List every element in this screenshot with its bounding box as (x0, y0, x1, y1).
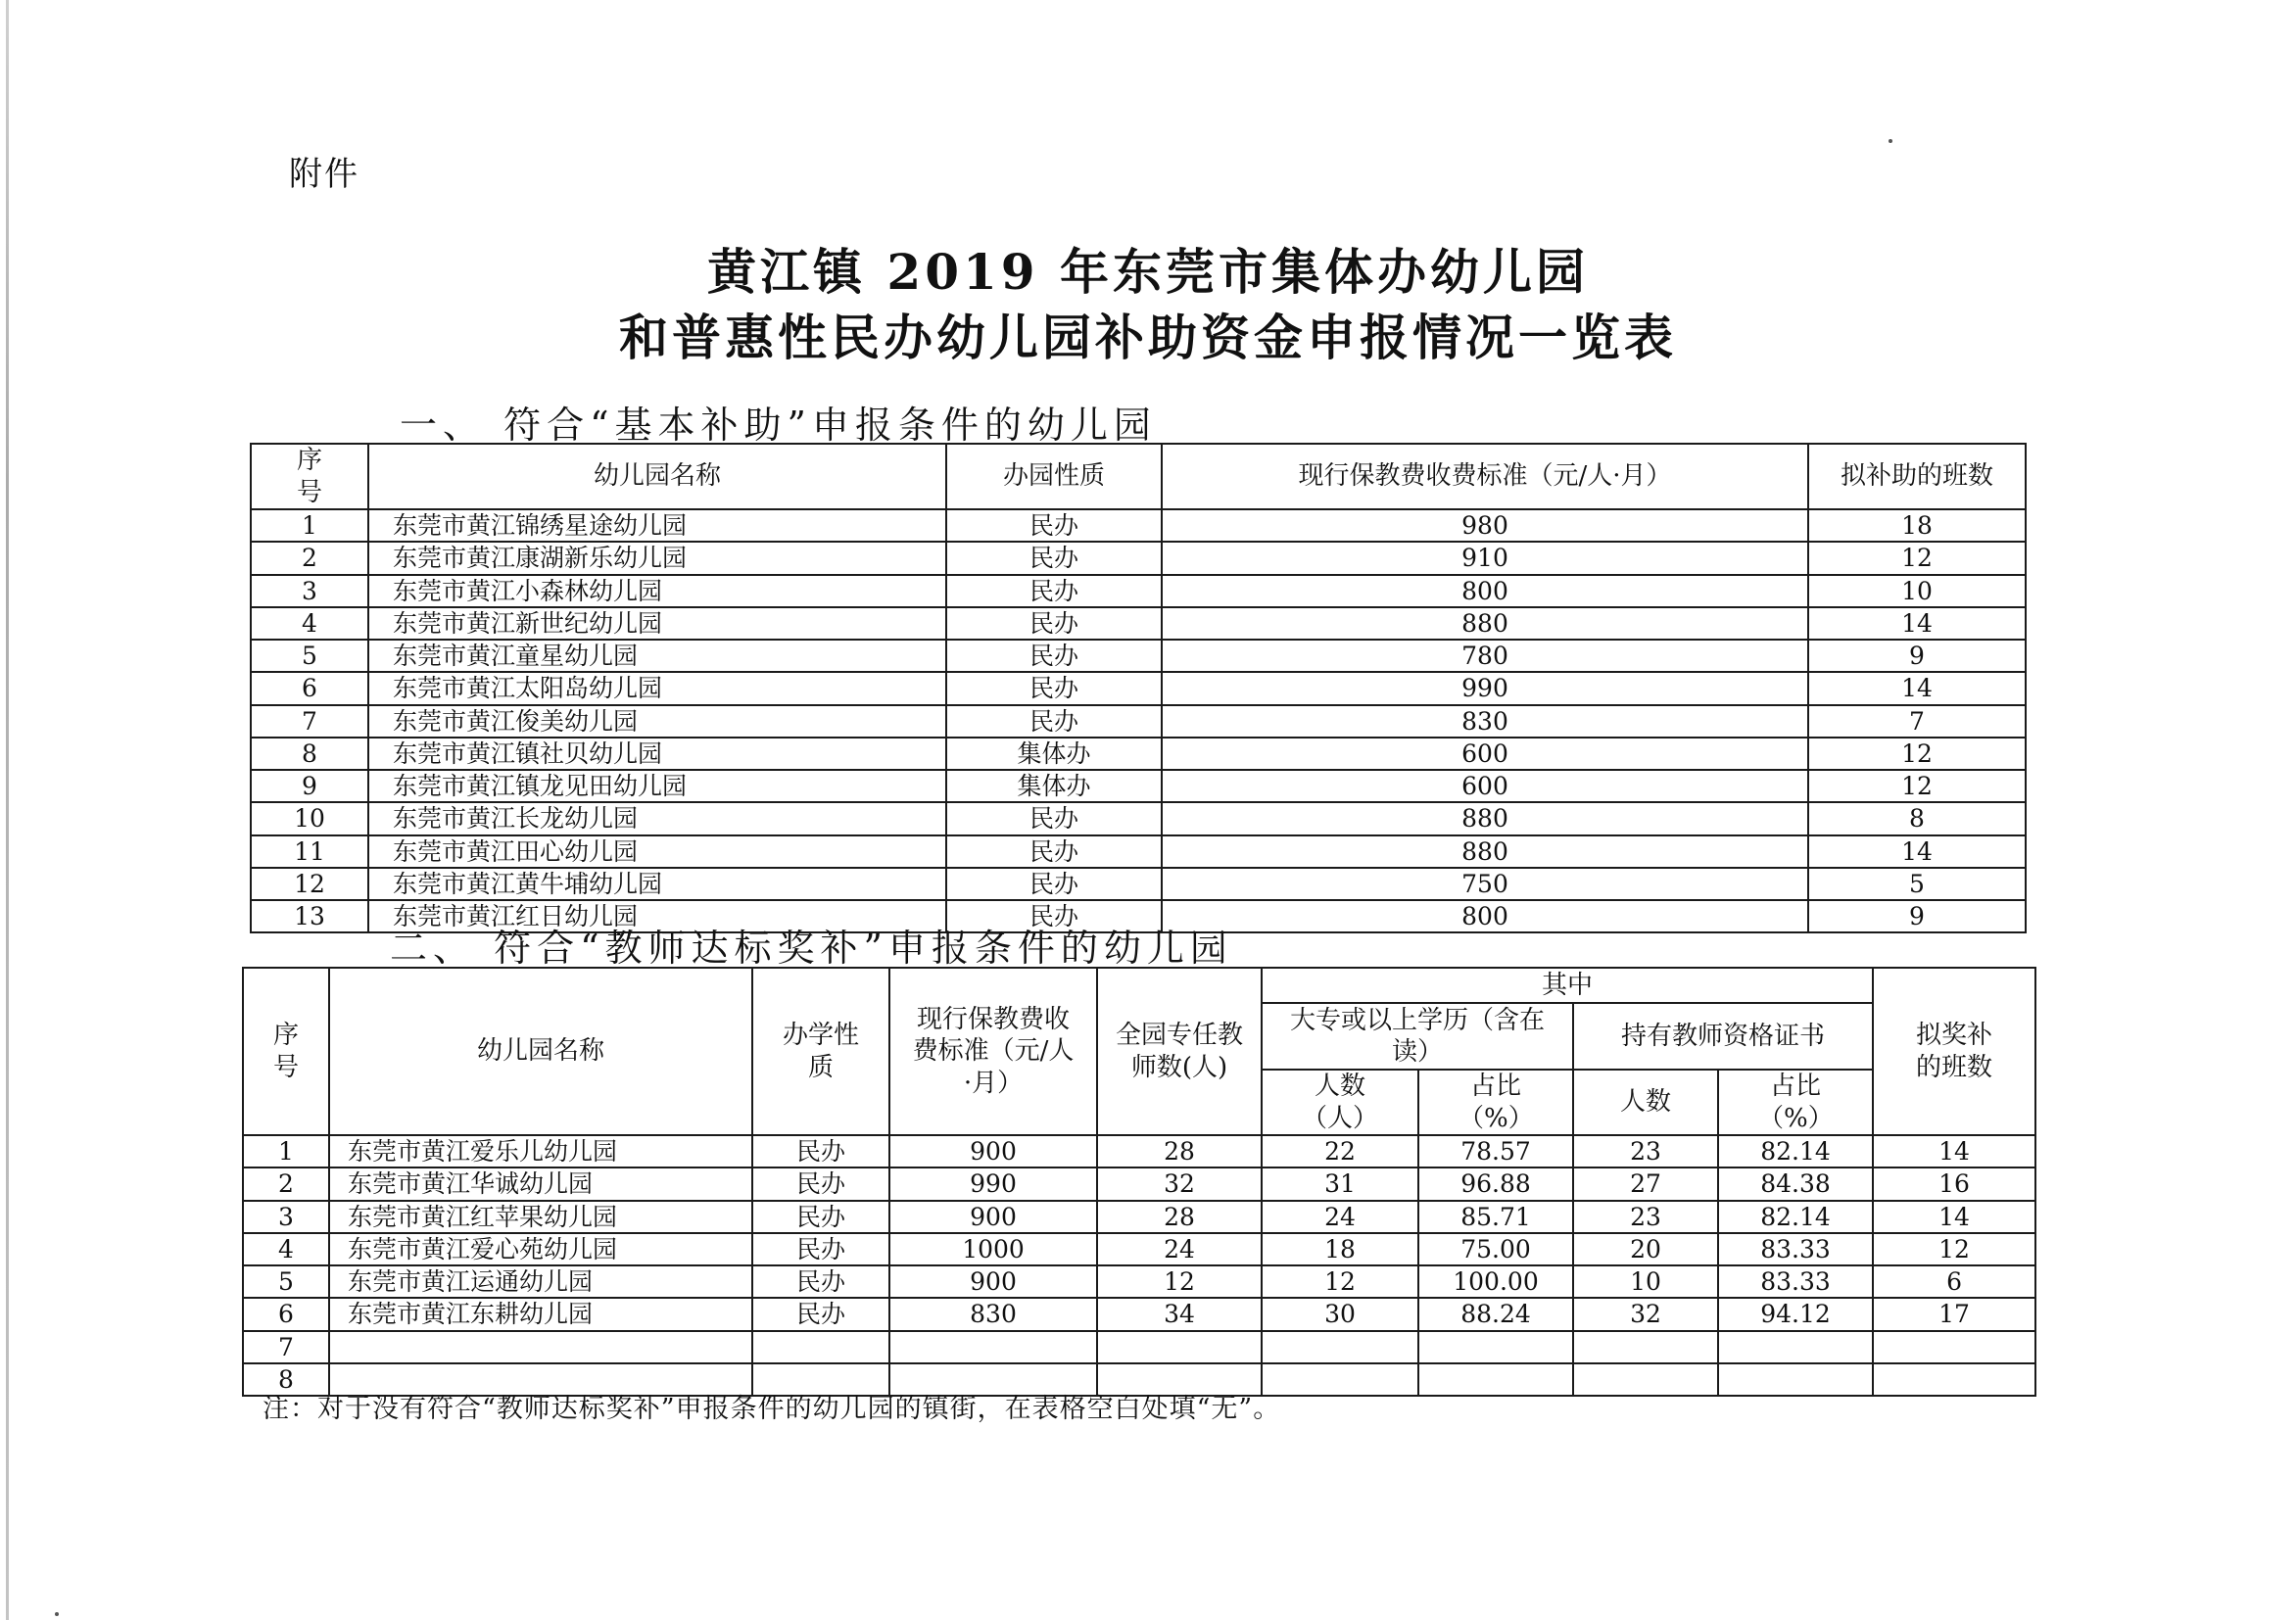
table-row (251, 802, 2026, 834)
table-row (251, 672, 2026, 704)
cell-classes: 5 (1808, 868, 2026, 900)
col-header-teachers: 全园专任教师数(人) (1097, 968, 1262, 1135)
col-header-degree: 大专或以上学历（含在读） (1262, 1003, 1573, 1070)
col-header-fee: 现行保教费收费标准（元/人·月） (1162, 444, 1808, 509)
cell-teachers (1097, 1331, 1262, 1363)
col-header-of-which: 其中 (1262, 968, 1873, 1003)
cell-classes (1873, 1363, 2035, 1396)
col-header-no: 序号 (251, 444, 368, 509)
cell-type (752, 1331, 889, 1363)
table-row (251, 542, 2026, 574)
cell-type: 民办 (946, 575, 1162, 607)
cell-degree-count: 31 (1262, 1167, 1418, 1200)
cell-name: 东莞市黄江运通幼儿园 (329, 1265, 752, 1298)
col-header-degree-count: 人数（人） (1262, 1070, 1418, 1135)
col-header-degree-pct: 占比（%） (1418, 1070, 1573, 1135)
cell-fee: 800 (1162, 900, 1808, 932)
cell-name: 东莞市黄江田心幼儿园 (368, 835, 946, 868)
table-row (243, 1265, 2035, 1298)
cell-name: 东莞市黄江康湖新乐幼儿园 (368, 542, 946, 574)
annex-label: 附件 (289, 155, 359, 194)
cell-classes: 10 (1808, 575, 2026, 607)
cell-fee: 1000 (889, 1233, 1097, 1265)
cell-name: 东莞市黄江长龙幼儿园 (368, 802, 946, 834)
table-row (251, 607, 2026, 640)
cell-fee: 900 (889, 1265, 1097, 1298)
col-header-cert-count: 人数 (1573, 1070, 1718, 1135)
table-row (243, 1167, 2035, 1200)
cell-name: 东莞市黄江俊美幼儿园 (368, 705, 946, 738)
basic-subsidy-table (250, 443, 2027, 933)
cell-type: 民办 (946, 705, 1162, 738)
cell-no: 6 (243, 1298, 329, 1330)
table-row (251, 770, 2026, 802)
cell-classes (1873, 1331, 2035, 1363)
cell-type: 民办 (752, 1265, 889, 1298)
cell-name: 东莞市黄江红日幼儿园 (368, 900, 946, 932)
table-row (243, 1233, 2035, 1265)
cell-degree-pct: 100.00 (1418, 1265, 1573, 1298)
col-header-classes: 拟奖补的班数 (1873, 968, 2035, 1135)
cell-classes: 9 (1808, 900, 2026, 932)
cell-no: 10 (251, 802, 368, 834)
table-row (251, 738, 2026, 770)
cell-no: 12 (251, 868, 368, 900)
table-header-row (243, 968, 2035, 1003)
cell-name: 东莞市黄江镇社贝幼儿园 (368, 738, 946, 770)
cell-teachers: 34 (1097, 1298, 1262, 1330)
cell-fee: 830 (889, 1298, 1097, 1330)
cell-type: 集体办 (946, 738, 1162, 770)
cell-teachers: 28 (1097, 1201, 1262, 1233)
cell-name: 东莞市黄江爱乐儿幼儿园 (329, 1135, 752, 1167)
table-row (251, 575, 2026, 607)
cell-name: 东莞市黄江童星幼儿园 (368, 640, 946, 672)
cell-cert-count: 20 (1573, 1233, 1718, 1265)
cell-cert-pct: 84.38 (1718, 1167, 1873, 1200)
cell-type: 民办 (946, 542, 1162, 574)
cell-fee: 830 (1162, 705, 1808, 738)
cell-fee: 600 (1162, 738, 1808, 770)
cell-no: 3 (251, 575, 368, 607)
cell-cert-pct: 94.12 (1718, 1298, 1873, 1330)
cell-type: 民办 (946, 802, 1162, 834)
document-title-line1: 黄江镇 2019 年东莞市集体办幼儿园 (707, 243, 1589, 301)
col-header-cert: 持有教师资格证书 (1573, 1003, 1873, 1070)
cell-cert-count: 32 (1573, 1298, 1718, 1330)
cell-type: 民办 (946, 835, 1162, 868)
cell-degree-count: 30 (1262, 1298, 1418, 1330)
cell-type: 民办 (752, 1167, 889, 1200)
cell-type: 集体办 (946, 770, 1162, 802)
cell-classes: 9 (1808, 640, 2026, 672)
cell-fee: 900 (889, 1135, 1097, 1167)
cell-name: 东莞市黄江爱心苑幼儿园 (329, 1233, 752, 1265)
cell-classes: 8 (1808, 802, 2026, 834)
cell-no: 2 (243, 1167, 329, 1200)
table-row (251, 640, 2026, 672)
cell-classes: 18 (1808, 509, 2026, 542)
table-row (243, 1201, 2035, 1233)
cell-classes: 12 (1808, 770, 2026, 802)
cell-no: 3 (243, 1201, 329, 1233)
cell-cert-count (1573, 1331, 1718, 1363)
cell-classes: 14 (1808, 607, 2026, 640)
cell-no: 5 (243, 1265, 329, 1298)
cell-degree-count: 18 (1262, 1233, 1418, 1265)
document-title-line2: 和普惠性民办幼儿园补助资金申报情况一览表 (619, 309, 1677, 366)
cell-name: 东莞市黄江华诚幼儿园 (329, 1167, 752, 1200)
cell-no: 4 (251, 607, 368, 640)
cell-fee: 900 (889, 1201, 1097, 1233)
cell-type: 民办 (752, 1298, 889, 1330)
cell-no: 7 (251, 705, 368, 738)
cell-teachers: 24 (1097, 1233, 1262, 1265)
cell-no: 6 (251, 672, 368, 704)
cell-fee: 750 (1162, 868, 1808, 900)
cell-degree-pct (1418, 1363, 1573, 1396)
table-row (251, 868, 2026, 900)
table-header-row (251, 444, 2026, 509)
cell-name: 东莞市黄江太阳岛幼儿园 (368, 672, 946, 704)
table-row (251, 835, 2026, 868)
cell-type: 民办 (946, 868, 1162, 900)
cell-type: 民办 (752, 1233, 889, 1265)
table-row (251, 509, 2026, 542)
cell-degree-count (1262, 1331, 1418, 1363)
cell-no: 11 (251, 835, 368, 868)
teacher-award-table (242, 967, 2036, 1397)
cell-no: 1 (243, 1135, 329, 1167)
cell-fee: 910 (1162, 542, 1808, 574)
cell-degree-count: 24 (1262, 1201, 1418, 1233)
cell-classes: 12 (1873, 1233, 2035, 1265)
cell-no: 2 (251, 542, 368, 574)
table-row (243, 1331, 2035, 1363)
col-header-cert-pct: 占比（%） (1718, 1070, 1873, 1135)
cell-no: 7 (243, 1331, 329, 1363)
col-header-name: 幼儿园名称 (329, 968, 752, 1135)
cell-fee: 880 (1162, 835, 1808, 868)
cell-cert-count: 23 (1573, 1135, 1718, 1167)
col-header-no: 序号 (243, 968, 329, 1135)
cell-fee: 780 (1162, 640, 1808, 672)
cell-cert-count (1573, 1363, 1718, 1396)
cell-classes: 12 (1808, 542, 2026, 574)
cell-cert-count: 10 (1573, 1265, 1718, 1298)
col-header-classes: 拟补助的班数 (1808, 444, 2026, 509)
cell-cert-pct: 82.14 (1718, 1135, 1873, 1167)
section2-heading: 二、 符合“教师达标奖补”申报条件的幼儿园 (390, 927, 1233, 970)
cell-cert-pct: 83.33 (1718, 1265, 1873, 1298)
cell-type: 民办 (946, 607, 1162, 640)
cell-name: 东莞市黄江东耕幼儿园 (329, 1298, 752, 1330)
table-row (243, 1298, 2035, 1330)
cell-degree-pct: 85.71 (1418, 1201, 1573, 1233)
cell-teachers: 32 (1097, 1167, 1262, 1200)
col-header-name: 幼儿园名称 (368, 444, 946, 509)
section1-heading: 一、 符合“基本补助”申报条件的幼儿园 (400, 404, 1157, 447)
cell-fee: 990 (1162, 672, 1808, 704)
cell-degree-count (1262, 1363, 1418, 1396)
cell-name (329, 1331, 752, 1363)
table-row (243, 1135, 2035, 1167)
cell-type: 民办 (752, 1201, 889, 1233)
cell-teachers: 28 (1097, 1135, 1262, 1167)
cell-classes: 12 (1808, 738, 2026, 770)
cell-fee: 990 (889, 1167, 1097, 1200)
cell-classes: 6 (1873, 1265, 2035, 1298)
cell-no: 4 (243, 1233, 329, 1265)
cell-degree-count: 12 (1262, 1265, 1418, 1298)
cell-type: 民办 (946, 509, 1162, 542)
cell-cert-pct: 83.33 (1718, 1233, 1873, 1265)
cell-fee: 880 (1162, 607, 1808, 640)
cell-cert-count: 27 (1573, 1167, 1718, 1200)
cell-cert-count: 23 (1573, 1201, 1718, 1233)
col-header-type: 办园性质 (946, 444, 1162, 509)
scan-speck (1889, 139, 1892, 143)
col-header-fee: 现行保教费收费标准（元/人·月） (889, 968, 1097, 1135)
footnote: 注：对于没有符合“教师达标奖补”申报条件的幼儿园的镇街，在表格空白处填“无”。 (263, 1394, 1281, 1424)
scan-speck (55, 1612, 59, 1616)
cell-classes: 14 (1808, 835, 2026, 868)
cell-degree-pct: 75.00 (1418, 1233, 1573, 1265)
cell-name: 东莞市黄江新世纪幼儿园 (368, 607, 946, 640)
cell-classes: 16 (1873, 1167, 2035, 1200)
cell-fee (889, 1331, 1097, 1363)
cell-degree-pct: 78.57 (1418, 1135, 1573, 1167)
cell-name: 东莞市黄江小森林幼儿园 (368, 575, 946, 607)
cell-name: 东莞市黄江黄牛埔幼儿园 (368, 868, 946, 900)
cell-fee: 800 (1162, 575, 1808, 607)
cell-degree-pct (1418, 1331, 1573, 1363)
cell-fee: 600 (1162, 770, 1808, 802)
cell-fee: 980 (1162, 509, 1808, 542)
cell-cert-pct (1718, 1331, 1873, 1363)
cell-no: 5 (251, 640, 368, 672)
cell-name: 东莞市黄江红苹果幼儿园 (329, 1201, 752, 1233)
col-header-type: 办学性质 (752, 968, 889, 1135)
cell-name: 东莞市黄江镇龙见田幼儿园 (368, 770, 946, 802)
cell-cert-pct: 82.14 (1718, 1201, 1873, 1233)
cell-teachers: 12 (1097, 1265, 1262, 1298)
cell-classes: 7 (1808, 705, 2026, 738)
cell-no: 8 (251, 738, 368, 770)
cell-type: 民办 (946, 672, 1162, 704)
cell-no: 1 (251, 509, 368, 542)
cell-type: 民办 (946, 640, 1162, 672)
cell-no: 8 (243, 1363, 329, 1396)
cell-cert-pct (1718, 1363, 1873, 1396)
cell-classes: 14 (1808, 672, 2026, 704)
cell-name: 东莞市黄江锦绣星途幼儿园 (368, 509, 946, 542)
cell-classes: 14 (1873, 1135, 2035, 1167)
cell-type: 民办 (752, 1135, 889, 1167)
cell-degree-pct: 88.24 (1418, 1298, 1573, 1330)
table-row (251, 705, 2026, 738)
cell-classes: 14 (1873, 1201, 2035, 1233)
cell-type: 民办 (946, 900, 1162, 932)
cell-no: 9 (251, 770, 368, 802)
cell-degree-pct: 96.88 (1418, 1167, 1573, 1200)
cell-classes: 17 (1873, 1298, 2035, 1330)
cell-no: 13 (251, 900, 368, 932)
cell-degree-count: 22 (1262, 1135, 1418, 1167)
cell-fee: 880 (1162, 802, 1808, 834)
